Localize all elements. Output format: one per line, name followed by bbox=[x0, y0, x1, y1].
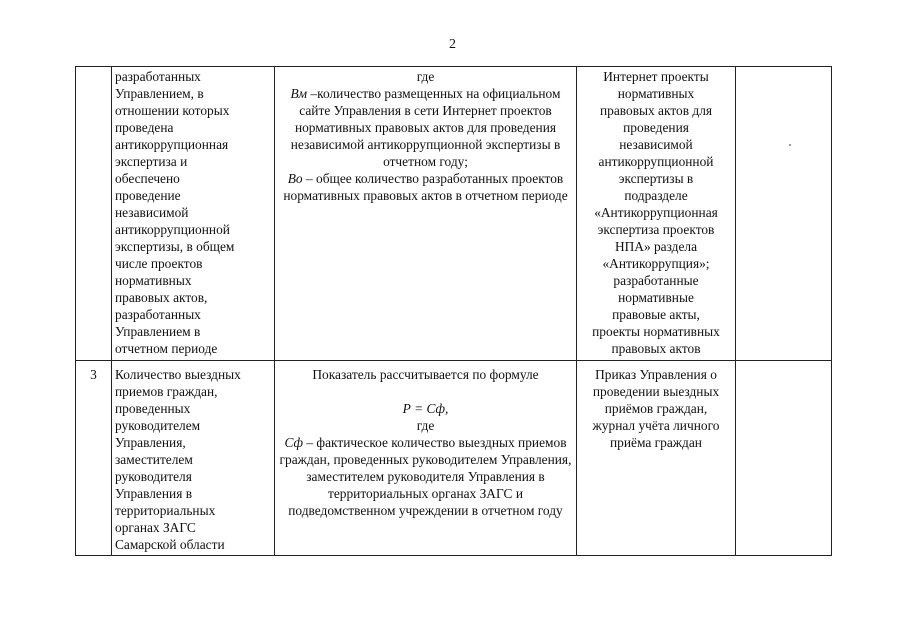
indicator-name-line: Управления, bbox=[115, 435, 186, 450]
indicator-name-line: нормативных bbox=[115, 273, 192, 288]
indicator-table bbox=[75, 66, 832, 556]
method-variable: Вм bbox=[290, 86, 308, 101]
data-source-line: проведения bbox=[623, 120, 689, 135]
data-source-line: проекты нормативных bbox=[592, 324, 720, 339]
data-source-line: нормативные bbox=[618, 290, 694, 305]
data-source-line: правовых актов bbox=[611, 341, 701, 356]
table-row bbox=[76, 67, 832, 361]
calculation-method-cell bbox=[275, 361, 577, 556]
blank-line bbox=[278, 383, 573, 400]
method-intro: где bbox=[416, 69, 435, 84]
data-source-line: Интернет проекты bbox=[603, 69, 709, 84]
data-source-line: антикоррупционной bbox=[598, 154, 714, 169]
data-source-cell bbox=[577, 67, 736, 361]
indicator-name-line: руководителя bbox=[115, 469, 192, 484]
indicator-name-line: территориальных bbox=[115, 503, 216, 518]
data-source-line: экспертиза проектов bbox=[597, 222, 715, 237]
data-source-line: правовых актов для bbox=[599, 103, 713, 118]
data-source-line: независимой bbox=[619, 137, 693, 152]
table-row bbox=[76, 361, 832, 556]
method-variable: Сф bbox=[284, 435, 303, 450]
data-source-line: приёма граждан bbox=[610, 435, 702, 450]
indicator-name-cell bbox=[112, 67, 275, 361]
indicator-name-line: разработанных bbox=[115, 69, 201, 84]
data-source-line: экспертизы в bbox=[618, 171, 694, 186]
indicator-name-line: руководителем bbox=[115, 418, 201, 433]
indicator-name-line: проведена bbox=[115, 120, 174, 135]
method-variable: Во bbox=[287, 171, 303, 186]
method-variable-description: – фактическое количество выездных приемов граждан, проведенных руководителем Управления, заместителем руководителя Управления в территориальных органах ЗАГС и подведомственном учреждении в отчетном году bbox=[279, 435, 572, 518]
note-cell bbox=[736, 361, 832, 556]
indicator-name-line: разработанных bbox=[115, 307, 201, 322]
indicator-name-line: заместителем bbox=[115, 452, 193, 467]
indicator-name-line: Управлением, в bbox=[115, 86, 204, 101]
method-variable-description: – общее количество разработанных проектов нормативных правовых актов в отчетном периоде bbox=[283, 171, 568, 203]
data-source-cell bbox=[577, 361, 736, 556]
indicator-name-line: Количество выездных bbox=[115, 367, 241, 382]
data-source-line: нормативных bbox=[617, 86, 695, 101]
data-source-line: журнал учёта личного bbox=[592, 418, 720, 433]
indicator-name-line: Управлением в bbox=[115, 324, 201, 339]
indicator-name-line: антикоррупционная bbox=[115, 137, 229, 152]
indicator-name-line: отношении которых bbox=[115, 103, 230, 118]
indicator-name-line: независимой bbox=[115, 205, 189, 220]
method-variable-description: –количество размещенных на официальном сайте Управления в сети Интернет проектов нормативных правовых актов для проведения независимой антикоррупционной экспертизы в отчетном году; bbox=[290, 86, 561, 169]
indicator-name-line: экспертизы, в общем bbox=[115, 239, 235, 254]
note-cell bbox=[736, 67, 832, 361]
indicator-name-line: антикоррупционной bbox=[115, 222, 230, 237]
calculation-method-cell bbox=[275, 67, 577, 361]
data-source-line: проведении выездных bbox=[592, 384, 720, 399]
indicator-name-line: Самарской области bbox=[115, 537, 225, 552]
indicator-name-line: органах ЗАГС bbox=[115, 520, 196, 535]
row-number-cell: 3 bbox=[76, 361, 112, 556]
row-number-cell bbox=[76, 67, 112, 361]
indicator-name-line: отчетном периоде bbox=[115, 341, 218, 356]
page-number: 2 bbox=[449, 37, 456, 52]
indicator-name-line: экспертиза и bbox=[115, 154, 188, 169]
indicator-name-line: приемов граждан, bbox=[115, 384, 218, 399]
data-source-line: приёмов граждан, bbox=[604, 401, 708, 416]
indicator-name-line: обеспечено bbox=[115, 171, 180, 186]
data-source-line: Приказ Управления о bbox=[595, 367, 717, 382]
data-source-line: разработанные bbox=[613, 273, 699, 288]
indicator-name-line: проведение bbox=[115, 188, 181, 203]
data-source-line: НПА» раздела bbox=[614, 239, 698, 254]
data-source-line: «Антикоррупционная bbox=[594, 205, 718, 220]
indicator-name-line: Управления в bbox=[115, 486, 193, 501]
data-source-line: подразделе bbox=[624, 188, 688, 203]
data-source-line: «Антикоррупция»; bbox=[602, 256, 710, 271]
indicator-name-line: проведенных bbox=[115, 401, 191, 416]
method-intro: Показатель рассчитывается по формуле bbox=[312, 367, 539, 382]
data-source-line: правовые акты, bbox=[612, 307, 700, 322]
indicator-name-line: числе проектов bbox=[115, 256, 203, 271]
method-formula: Р = Сф, bbox=[402, 401, 449, 416]
indicator-name-line: правовых актов, bbox=[115, 290, 208, 305]
indicator-name-cell bbox=[112, 361, 275, 556]
method-where: где bbox=[416, 418, 435, 433]
